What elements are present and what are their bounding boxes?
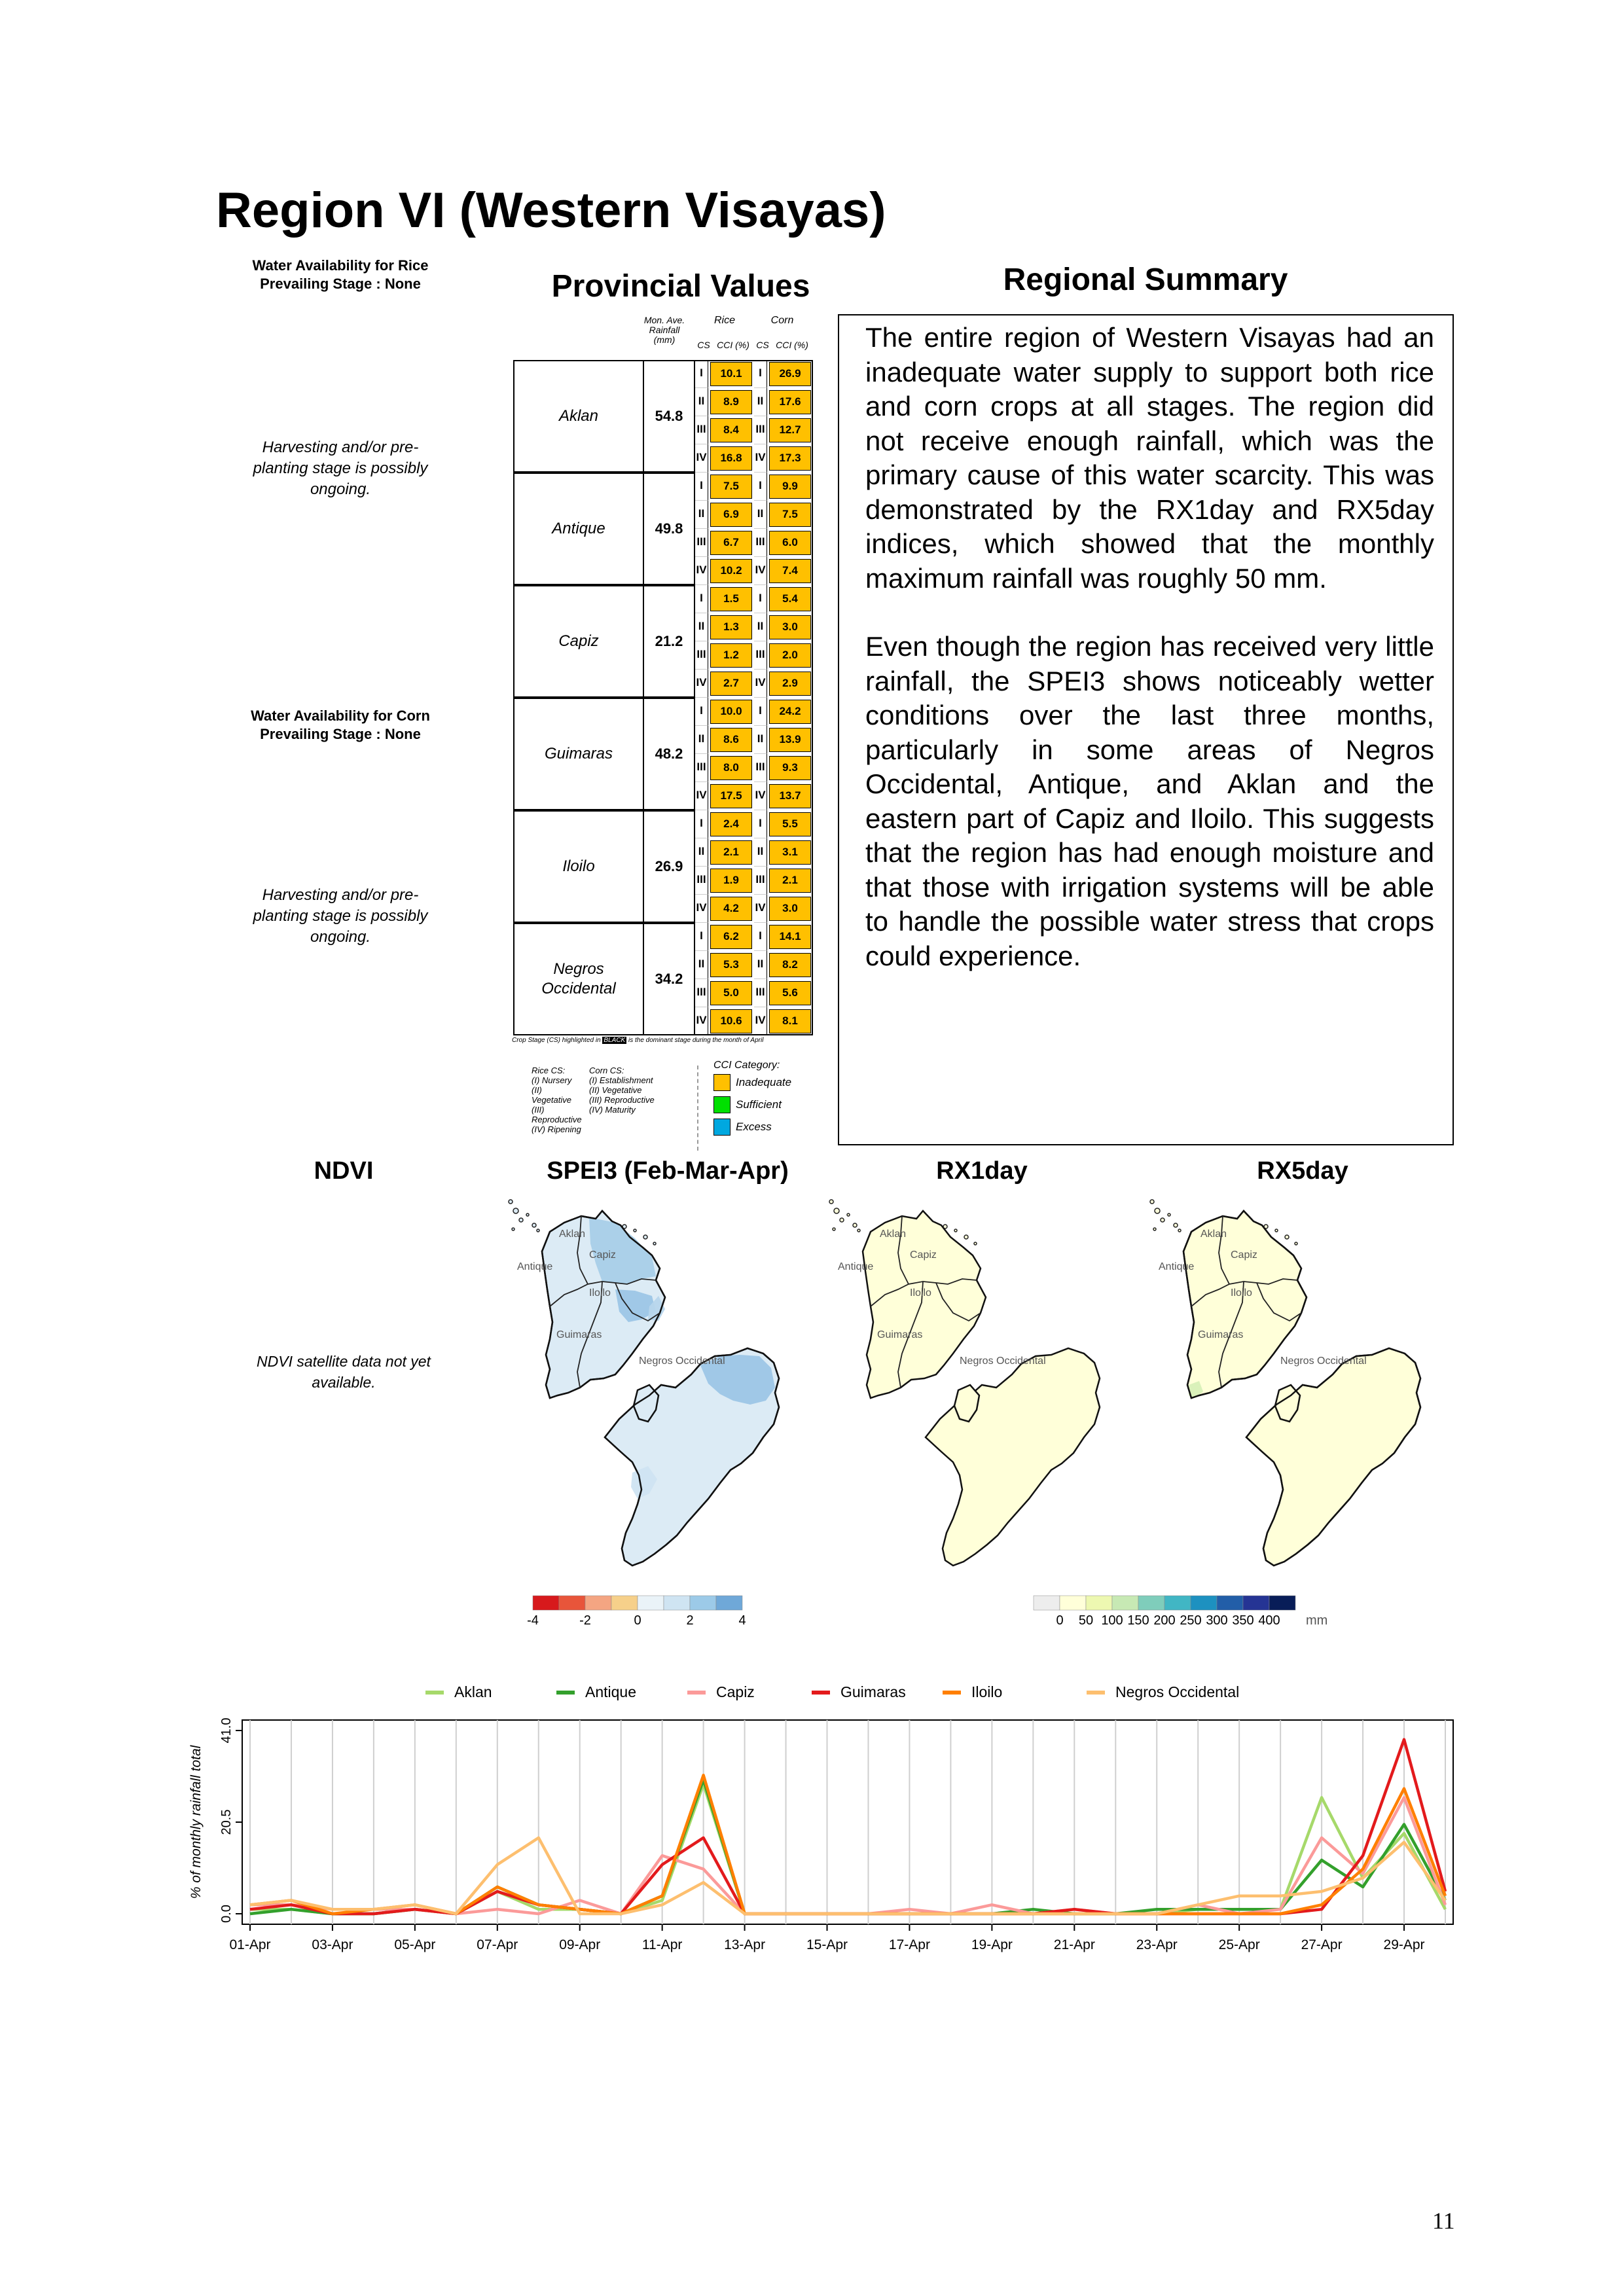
corn-cci-value: 3.1: [769, 840, 811, 865]
islet-shape: [1155, 1208, 1160, 1213]
rice-cs-item: (I) Nursery: [532, 1075, 572, 1085]
colorbar-tick-label: 4: [738, 1613, 746, 1628]
x-tick-label: 29-Apr: [1383, 1937, 1425, 1952]
x-tick-label: 03-Apr: [312, 1937, 353, 1952]
corn-cci-value: 7.4: [769, 559, 811, 583]
islet-shape: [643, 1235, 647, 1239]
corn-cci-value: 2.1: [769, 869, 811, 893]
corn-cs-label: I: [754, 698, 767, 726]
corn-cci-value: 5.6: [769, 981, 811, 1005]
provincial-values-title: Provincial Values: [551, 269, 810, 304]
islet-shape: [537, 1229, 539, 1232]
x-tick-label: 21-Apr: [1053, 1937, 1095, 1952]
legend-label: Antique: [585, 1683, 637, 1700]
islet-shape: [853, 1223, 857, 1227]
table-footnote: [512, 1037, 839, 1044]
map-province-label: Aklan: [1200, 1229, 1227, 1240]
map-province-label: Aklan: [880, 1229, 907, 1240]
colorbar-tick-label: 200: [1153, 1613, 1176, 1628]
legend-label: Aklan: [454, 1683, 492, 1700]
map-shapes: [509, 1200, 779, 1566]
colorbar-tick-label: 0: [634, 1613, 641, 1628]
map-province-label: Antique: [1159, 1261, 1195, 1272]
x-tick-label: 23-Apr: [1136, 1937, 1178, 1952]
colorbar-segment: [690, 1596, 716, 1610]
map-province-label: Aklan: [559, 1229, 586, 1240]
colorbar-segment: [1086, 1596, 1112, 1610]
header-rice-cci: CCI (%): [717, 340, 749, 350]
province-rainfall-cell: [644, 923, 695, 1035]
corn-cs-item: (I) Establishment: [589, 1075, 653, 1085]
rice-cs-label: I: [695, 585, 708, 613]
islet-shape: [1174, 1223, 1178, 1227]
rice-cci-value: 1.2: [710, 643, 752, 668]
colorbar-tick-label: 350: [1232, 1613, 1254, 1628]
rice-cs-label: I: [695, 923, 708, 951]
corn-cci-value: 5.5: [769, 812, 811, 836]
header-corn-cs: CS: [756, 340, 769, 350]
colorbar-segment: [1060, 1596, 1086, 1610]
negros-island-shape: [926, 1348, 1100, 1566]
colorbar-segment: [1217, 1596, 1243, 1610]
corn-cs-label: I: [754, 923, 767, 951]
rice-cci-value: 17.5: [710, 784, 752, 808]
corn-cs-label: II: [754, 726, 767, 754]
province-rainfall-cell: [644, 810, 695, 923]
rice-cs-label: III: [695, 979, 708, 1007]
rice-cs-label: IV: [695, 557, 708, 585]
province-rainfall-cell: [644, 698, 695, 810]
header-rice: Rice: [713, 315, 735, 326]
corn-cs-label: II: [754, 613, 767, 641]
corn-cci-value: 5.4: [769, 587, 811, 611]
corn-heading-text: Water Availability for Corn: [251, 708, 430, 724]
islet-shape: [833, 1228, 835, 1230]
cci-label: Inadequate: [736, 1076, 792, 1088]
cci-legend-item: [713, 1119, 825, 1136]
colorbar-segment: [559, 1596, 585, 1610]
ndvi-note: NDVI satellite data not yet available.: [257, 1353, 431, 1391]
province-name: Capiz: [558, 632, 599, 650]
province-name-cell: [513, 585, 644, 698]
summary-paragraph-1: The entire region of Western Visayas had an inadequate water supply to support both rice and corn crops at all stages. The region did not receive enough rainfall, which was the primary cause of this water scarcity. This was demonstrated by the RX1day and RX5day indices, which showed that the monthly maximum rainfall was roughly 50 mm.: [865, 322, 1434, 594]
rice-cs-label: III: [695, 867, 708, 895]
map-shapes: [829, 1200, 1100, 1566]
islet-shape: [653, 1242, 656, 1245]
spei3-map: [504, 1191, 831, 1577]
map-province-label: Antique: [838, 1261, 874, 1272]
colorbar-tick-label: 0: [1056, 1613, 1064, 1628]
y-axis-label: % of monthly rainfall total: [189, 1745, 204, 1899]
rice-cci-value: 2.1: [710, 840, 752, 865]
map-province-label: Guimaras: [1198, 1329, 1244, 1340]
rice-cs-label: II: [695, 951, 708, 979]
x-tick-label: 09-Apr: [559, 1937, 601, 1952]
rice-cs-label: IV: [695, 895, 708, 923]
x-tick-label: 05-Apr: [394, 1937, 436, 1952]
islet-shape: [1295, 1242, 1297, 1245]
rice-cs-label: II: [695, 388, 708, 416]
corn-cs-legend: [589, 1066, 655, 1115]
colorbar-tick-label: 100: [1101, 1613, 1123, 1628]
legend-label: Guimaras: [840, 1683, 906, 1700]
colorbar-segment: [1112, 1596, 1138, 1610]
rice-cs-label: I: [695, 360, 708, 388]
rainfall-colorbar: [1031, 1594, 1332, 1634]
province-rainfall-cell: [644, 585, 695, 698]
islet-shape: [509, 1200, 513, 1204]
corn-cs-label: III: [754, 867, 767, 895]
rice-cs-label: II: [695, 613, 708, 641]
cci-swatch-sufficient: [713, 1096, 731, 1113]
legend-divider: [697, 1066, 698, 1151]
rice-cs-label: I: [695, 473, 708, 501]
rice-cs-label: II: [695, 501, 708, 529]
rice-cs-label: IV: [695, 444, 708, 473]
rice-cs-item: (III) Reproductive: [532, 1105, 582, 1124]
corn-cci-value: 13.7: [769, 784, 811, 808]
rice-cci-value: 6.9: [710, 503, 752, 527]
province-name: Aklan: [558, 407, 599, 425]
rice-water-heading: [223, 257, 458, 293]
rice-heading-text: Water Availability for Rice: [252, 257, 429, 274]
rice-cci-value: 8.9: [710, 390, 752, 414]
islet-shape: [857, 1229, 860, 1232]
rice-cs-label: I: [695, 810, 708, 838]
rice-cci-value: 5.3: [710, 953, 752, 977]
rice-cci-value: 8.0: [710, 756, 752, 780]
map-province-label: Iloilo: [589, 1287, 611, 1299]
rx1day-map: [825, 1191, 1152, 1577]
map-province-label: Guimaras: [556, 1329, 602, 1340]
islet-shape: [634, 1229, 636, 1232]
corn-water-heading: [223, 707, 458, 744]
corn-cci-value: 14.1: [769, 925, 811, 949]
province-name-cell: [513, 698, 644, 810]
corn-cs-item: (II) Vegetative: [589, 1085, 642, 1095]
cci-label: Excess: [736, 1121, 772, 1133]
islet-shape: [1275, 1229, 1278, 1232]
corn-cci-value: 7.5: [769, 503, 811, 527]
map-province-label: Antique: [517, 1261, 553, 1272]
rice-cci-value: 2.7: [710, 672, 752, 696]
corn-cs-label: IV: [754, 444, 767, 473]
rice-cci-value: 10.0: [710, 700, 752, 724]
corn-cs-label: IV: [754, 895, 767, 923]
corn-cci-value: 3.0: [769, 897, 811, 921]
spei3-colorbar: [527, 1594, 759, 1634]
rice-cci-value: 16.8: [710, 446, 752, 471]
islet-shape: [1153, 1228, 1156, 1230]
legend-label: Negros Occidental: [1115, 1683, 1240, 1700]
islet-shape: [829, 1200, 833, 1204]
regional-summary-box: [838, 314, 1454, 1145]
province-rainfall-value: 48.2: [655, 745, 683, 762]
colorbar-tick-label: 50: [1078, 1613, 1094, 1628]
corn-cci-value: 9.9: [769, 475, 811, 499]
cci-swatch-excess: [713, 1119, 731, 1136]
corn-cs-label: IV: [754, 782, 767, 810]
x-tick-label: 25-Apr: [1218, 1937, 1260, 1952]
cci-legend-item: [713, 1074, 825, 1091]
corn-cci-value: 8.1: [769, 1009, 811, 1033]
islet-shape: [954, 1229, 957, 1232]
rice-cci-value: 1.3: [710, 615, 752, 639]
negros-island-shape: [1246, 1348, 1420, 1566]
rx5day-title: RX5day: [1257, 1157, 1348, 1185]
corn-cci-value: 26.9: [769, 362, 811, 386]
colorbar-segment: [1269, 1596, 1295, 1610]
corn-cs-label: I: [754, 585, 767, 613]
rice-cci-value: 10.6: [710, 1009, 752, 1033]
y-tick-label: 41.0: [219, 1717, 234, 1744]
corn-cs-label: II: [754, 501, 767, 529]
corn-cs-label: II: [754, 388, 767, 416]
map-province-label: Capiz: [1231, 1249, 1257, 1261]
corn-cci-value: 9.3: [769, 756, 811, 780]
colorbar-segment: [1138, 1596, 1164, 1610]
map-province-label: Iloilo: [910, 1287, 931, 1299]
colorbar-segment: [1243, 1596, 1269, 1610]
province-name: Negros Occidental: [541, 960, 616, 997]
rice-cs-label: III: [695, 641, 708, 670]
colorbar-tick-label: 400: [1258, 1613, 1280, 1628]
corn-cs-label: IV: [754, 1007, 767, 1035]
islet-shape: [1161, 1218, 1164, 1222]
rice-cci-value: 8.4: [710, 418, 752, 442]
province-name: Guimaras: [544, 745, 613, 762]
province-rainfall-value: 49.8: [655, 520, 683, 537]
corn-cci-value: 3.0: [769, 615, 811, 639]
legend-label: Iloilo: [971, 1683, 1003, 1700]
corn-cs-label: III: [754, 641, 767, 670]
page-title: Region VI (Western Visayas): [216, 183, 886, 238]
corn-cci-value: 24.2: [769, 700, 811, 724]
x-tick-label: 07-Apr: [477, 1937, 518, 1952]
header-rainfall: Mon. Ave. Rainfall (mm): [643, 315, 685, 345]
corn-cci-value: 2.9: [769, 672, 811, 696]
corn-cci-value: 17.6: [769, 390, 811, 414]
plot-area: [242, 1720, 1453, 1924]
footnote-suffix: is the dominant stage during the month of April: [628, 1037, 764, 1044]
corn-cci-value: 8.2: [769, 953, 811, 977]
rice-cs-legend: [532, 1066, 584, 1134]
province-rainfall-value: 54.8: [655, 408, 683, 424]
legend-label: Capiz: [716, 1683, 755, 1700]
province-rainfall-value: 34.2: [655, 971, 683, 987]
spei3-title: SPEI3 (Feb-Mar-Apr): [547, 1157, 789, 1185]
colorbar-segment: [585, 1596, 611, 1610]
corn-cs-label: II: [754, 838, 767, 867]
rice-cci-value: 10.2: [710, 559, 752, 583]
cci-legend: [713, 1060, 825, 1136]
corn-cci-value: 2.0: [769, 643, 811, 668]
islet-shape: [1178, 1229, 1181, 1232]
rice-cci-value: 8.6: [710, 728, 752, 752]
x-tick-label: 13-Apr: [724, 1937, 766, 1952]
islet-shape: [1285, 1235, 1289, 1239]
corn-cs-title: Corn CS:: [589, 1066, 624, 1075]
daily-rainfall-chart: [183, 1676, 1466, 1977]
colorbar-tick-label: 150: [1127, 1613, 1149, 1628]
islet-shape: [513, 1208, 518, 1213]
rice-cs-label: III: [695, 416, 708, 444]
rice-cs-label: IV: [695, 782, 708, 810]
corn-cs-label: III: [754, 529, 767, 557]
colorbar-segment: [533, 1596, 559, 1610]
islet-shape: [974, 1242, 977, 1245]
cci-swatch-inadequate: [713, 1074, 731, 1091]
province-name: Antique: [552, 520, 605, 537]
map-province-label: Negros Occidental: [960, 1355, 1046, 1367]
province-name-cell: [513, 360, 644, 473]
islet-shape: [964, 1235, 968, 1239]
map-province-label: Capiz: [589, 1249, 616, 1261]
rice-cci-value: 6.7: [710, 531, 752, 555]
rice-cci-value: 6.2: [710, 925, 752, 949]
corn-cs-label: II: [754, 951, 767, 979]
rice-cs-label: I: [695, 698, 708, 726]
map-shapes: [1150, 1200, 1420, 1566]
islet-shape: [519, 1218, 523, 1222]
rice-cs-label: IV: [695, 670, 708, 698]
islet-shape: [834, 1208, 839, 1213]
colorbar-segment: [664, 1596, 690, 1610]
y-tick-label: 20.5: [219, 1809, 234, 1835]
footnote-prefix: Crop Stage (CS) highlighted in: [512, 1037, 601, 1044]
rice-cci-value: 7.5: [710, 475, 752, 499]
corn-cs-label: III: [754, 416, 767, 444]
colorbar-tick-label: 250: [1180, 1613, 1202, 1628]
header-corn-cci: CCI (%): [776, 340, 808, 350]
corn-note: Harvesting and/or pre-planting stage is possibly ongoing.: [253, 886, 428, 946]
province-name-cell: [513, 473, 644, 585]
rice-cs-label: III: [695, 529, 708, 557]
x-tick-label: 01-Apr: [229, 1937, 271, 1952]
rice-stage-text: Prevailing Stage : None: [260, 276, 421, 292]
corn-cs-label: IV: [754, 670, 767, 698]
corn-cs-label: I: [754, 360, 767, 388]
corn-cs-item: (III) Reproductive: [589, 1095, 655, 1105]
rice-cci-value: 5.0: [710, 981, 752, 1005]
header-rice-cs: CS: [697, 340, 710, 350]
map-province-label: Guimaras: [877, 1329, 923, 1340]
colorbar-segment: [1034, 1596, 1060, 1610]
islet-shape: [532, 1223, 536, 1227]
rice-cs-label: II: [695, 726, 708, 754]
islet-shape: [526, 1213, 529, 1216]
page-number: 11: [1432, 2208, 1455, 2234]
corn-cci-value: 6.0: [769, 531, 811, 555]
map-province-label: Negros Occidental: [1280, 1355, 1367, 1367]
x-tick-label: 27-Apr: [1301, 1937, 1343, 1952]
colorbar-tick-label: 300: [1206, 1613, 1228, 1628]
colorbar-segment: [1191, 1596, 1217, 1610]
islet-shape: [840, 1218, 844, 1222]
province-rainfall-cell: [644, 360, 695, 473]
x-tick-label: 15-Apr: [806, 1937, 848, 1952]
corn-cs-label: I: [754, 473, 767, 501]
summary-paragraph-2: Even though the region has received very little rainfall, the SPEI3 shows noticeably wetter conditions over the last three months, particularly in some areas of Negros Occidental, Antique, and Aklan and the eastern part of Capiz and Iloilo. This suggests that the region has had enough moisture and that those with irrigation systems will be able to handle the possible water stress that crops could experience.: [865, 631, 1434, 971]
header-corn: Corn: [770, 315, 794, 326]
province-rainfall-value: 26.9: [655, 858, 683, 874]
map-province-label: Capiz: [910, 1249, 937, 1261]
map-province-label: Iloilo: [1231, 1287, 1252, 1299]
x-tick-label: 17-Apr: [888, 1937, 930, 1952]
rice-cs-label: III: [695, 754, 708, 782]
rice-cci-value: 4.2: [710, 897, 752, 921]
corn-cs-label: IV: [754, 557, 767, 585]
rice-cs-title: Rice CS:: [532, 1066, 566, 1075]
corn-cs-label: III: [754, 979, 767, 1007]
cci-legend-title: CCI Category:: [713, 1060, 780, 1071]
corn-stage-text: Prevailing Stage : None: [260, 726, 421, 742]
corn-cci-value: 13.9: [769, 728, 811, 752]
corn-cs-label: I: [754, 810, 767, 838]
province-name-cell: [513, 810, 644, 923]
islet-shape: [847, 1213, 850, 1216]
rice-cs-label: IV: [695, 1007, 708, 1035]
rice-cs-item: (IV) Ripening: [532, 1124, 581, 1134]
provincial-values-table: [511, 314, 825, 1165]
islet-shape: [1150, 1200, 1154, 1204]
regional-summary-title: Regional Summary: [1003, 262, 1288, 297]
rice-cs-label: II: [695, 838, 708, 867]
province-name: Iloilo: [562, 857, 595, 875]
footnote-black-swatch: BLACK: [604, 1037, 626, 1044]
colorbar-segment: [716, 1596, 742, 1610]
rx1day-title: RX1day: [936, 1157, 1028, 1185]
islet-shape: [1168, 1213, 1170, 1216]
y-tick-label: 0.0: [219, 1905, 234, 1923]
colorbar-tick-label: 2: [686, 1613, 694, 1628]
rice-cci-value: 1.5: [710, 587, 752, 611]
cci-legend-item: [713, 1096, 825, 1113]
colorbar-segment: [1164, 1596, 1191, 1610]
rice-cci-value: 2.4: [710, 812, 752, 836]
corn-cci-value: 12.7: [769, 418, 811, 442]
colorbar-unit: mm: [1306, 1613, 1328, 1628]
province-rainfall-cell: [644, 473, 695, 585]
x-tick-label: 11-Apr: [641, 1937, 683, 1952]
colorbar-segment: [638, 1596, 664, 1610]
ndvi-title: NDVI: [314, 1157, 374, 1185]
map-province-label: Negros Occidental: [639, 1355, 725, 1367]
cci-label: Sufficient: [736, 1098, 782, 1111]
rice-note: Harvesting and/or pre-planting stage is possibly ongoing.: [253, 439, 428, 498]
rice-cs-item: (II) Vegetative: [532, 1085, 571, 1105]
corn-cci-value: 17.3: [769, 446, 811, 471]
colorbar-segment: [611, 1596, 638, 1610]
province-rainfall-value: 21.2: [655, 633, 683, 649]
corn-cs-item: (IV) Maturity: [589, 1105, 636, 1115]
rice-cci-value: 10.1: [710, 362, 752, 386]
province-name-cell: [513, 923, 644, 1035]
rx5day-map: [1146, 1191, 1473, 1577]
x-tick-label: 19-Apr: [971, 1937, 1013, 1952]
islet-shape: [512, 1228, 514, 1230]
corn-cs-label: III: [754, 754, 767, 782]
rice-cci-value: 1.9: [710, 869, 752, 893]
colorbar-tick-label: -4: [527, 1613, 539, 1628]
colorbar-tick-label: -2: [579, 1613, 591, 1628]
